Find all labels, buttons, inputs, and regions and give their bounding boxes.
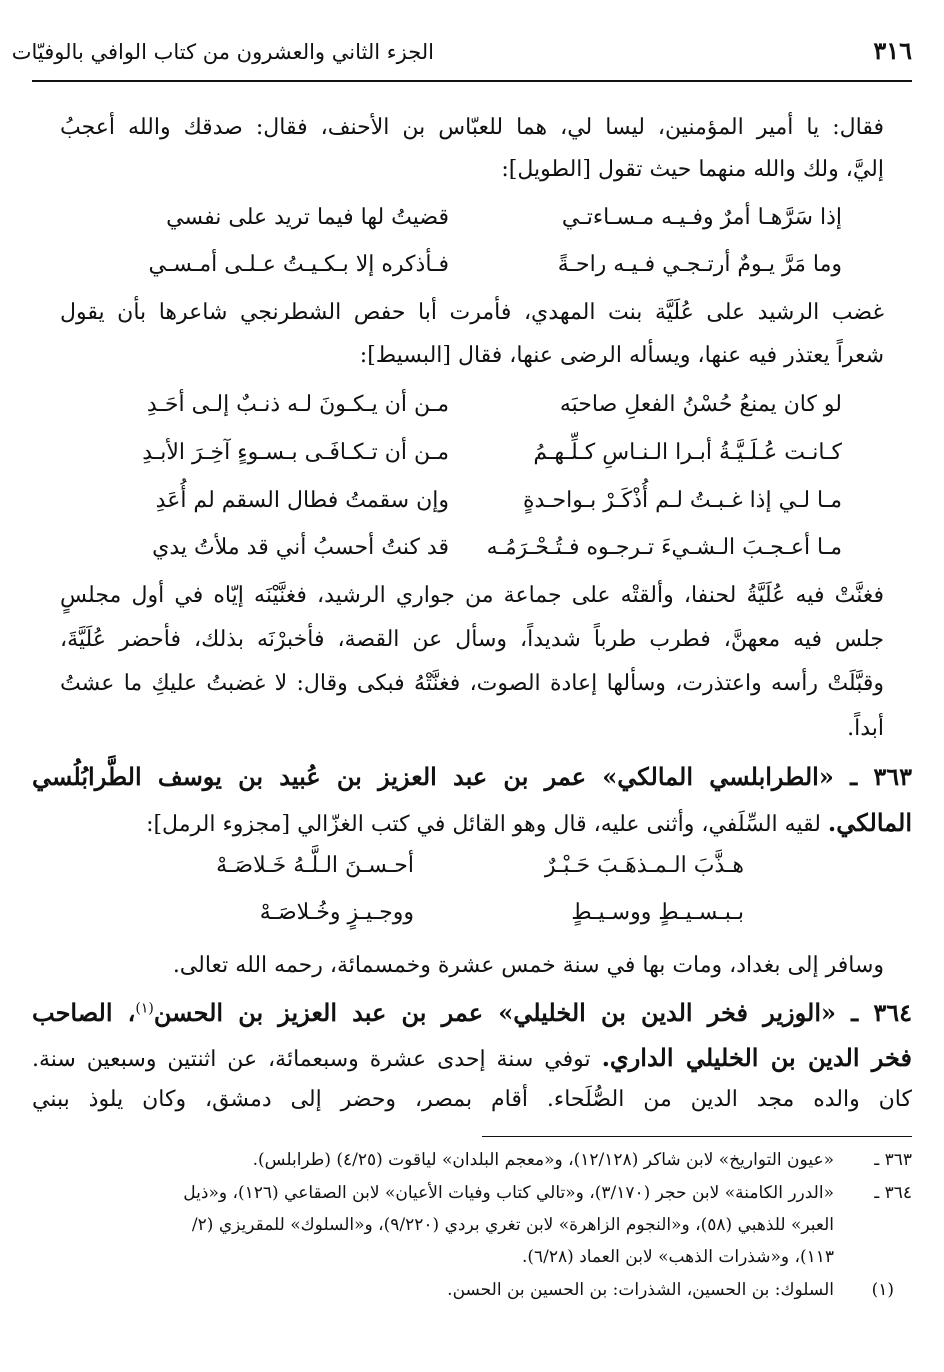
entry-heading-text: ٣٦٤ ـ «الوزير فخر الدين بن الخليلي» عمر بن عبد العزيز بن الحسن (153, 998, 913, 1027)
verse-first-hemistich: وما مَرَّ يـومٌ أرتـجـي فـيـه راحـةً (557, 252, 842, 277)
footnote-marker: (١) (135, 1000, 154, 1017)
entry-text: لقيه السِّلَفي، وأثنى عليه، قال وهو القائل في كتب الغزّالي [مجزوء الرمل]: (146, 812, 828, 837)
verse-second-hemistich: أحـسـنَ الـلَّـهُ خَـلاصَـهْ (216, 853, 414, 878)
body-line: فقال: يا أمير المؤمنين، ليسا لي، هما للعبّاس بن الأحنف، فقال: صدقك والله أعجبُ (60, 115, 884, 140)
footnote-text: العبر» للذهبي (٥٨)، و«النجوم الزاهرة» لابن تغري بردي (٩/٢٢٠)، و«السلوك» للمقريزي (٢/ (191, 1215, 834, 1235)
entry-heading-end: المالكي. (827, 808, 912, 837)
entry-text: توفي سنة إحدى عشرة وسبعمائة، عن اثنتين وسبعين سنة. (32, 1047, 602, 1072)
verse-first-hemistich: هـذَّبَ الـمـذهَـبَ حَـبْـرٌ (544, 853, 744, 878)
page-number: ٣١٦ (873, 36, 912, 65)
entry-line (32, 1043, 912, 1072)
entry-heading-end: فخر الدين بن الخليلي الداري. (601, 1043, 912, 1072)
entry-heading: ٣٦٣ ـ «الطرابلسي المالكي» عمر بن عبد العزيز بن عُبيد بن يوسف الطَّرابُلُسي (32, 762, 912, 791)
verse-first-hemistich: كـانـت عُـلَـيَّـةُ أبـرا الـنـاسِ كـلِّـهـمُ (533, 440, 842, 465)
verse-second-hemistich: قضيتُ لها فيما تريد على نفسي (166, 205, 449, 230)
verse-second-hemistich: مـن أن يـكـونَ لـه ذنـبٌ إلـى أحَـدِ (146, 392, 449, 417)
verse-first-hemistich: إذا سَرَّهـا أمرٌ وفـيـه مـسـاءتـي (561, 205, 842, 230)
entry-heading (32, 998, 912, 1027)
footnote-text: السلوك: بن الحسين، الشذرات: بن الحسين بن الحسن. (447, 1280, 834, 1300)
body-line: جلس فيه معهنَّ، فطرب طرباً شديداً، وسأل عن القصة، فأخبرْنَه بذلك، فأحضر عُلَيَّةَ، (60, 627, 884, 652)
footnote-text: «الدرر الكامنة» لابن حجر (٣/١٧٠)، و«تالي كتاب وفيات الأعيان» لابن الصقاعي (١٢٦)، و«ذيل (183, 1183, 834, 1203)
running-header-title: الجزء الثاني والعشرون من كتاب الوافي بالوفيّات (11, 40, 434, 64)
body-line: فغنَّتْ فيه عُلَيَّةُ لحنفا، وألقتْه على جماعة من جواري الرشيد، فغنَّيْنَه إيّاه في أول مجلسٍ (60, 583, 884, 608)
footnote-text: ١١٣)، و«شذرات الذهب» لابن العماد (٦/٢٨). (522, 1247, 834, 1267)
footnote-rule (482, 1136, 912, 1137)
footnote-number: ٣٦٣ ـ (874, 1150, 912, 1170)
body-line: وقبَّلَتْ رأسه واعتذرت، وسألها إعادة الصوت، فغنَّتْهُ فبكى وقال: لا غضبتُ عليكِ ما عشتُ (60, 671, 884, 696)
body-line: إليَّ، ولك والله منهما حيث تقول [الطويل]: (501, 157, 884, 182)
body-line: أبداً. (847, 716, 884, 741)
entry-heading-text: ، الصاحب (32, 998, 136, 1027)
verse-first-hemistich: مـا أعـجـبَ الـشـيءَ تـرجـوه فـتُـحْـرَمُـه (486, 535, 842, 560)
verse-second-hemistich: وإن سقمتُ فطال السقم لم أُعَدِ (155, 488, 449, 513)
verse-second-hemistich: مـن أن تـكـافَـى بـسـوءٍ آخِـرَ الأبـدِ (142, 440, 449, 465)
body-line: غضب الرشيد على عُلَيَّة بنت المهدي، فأمرت أبا حفص الشطرنجي شاعرها بأن يقول (60, 300, 884, 325)
verse-first-hemistich: لو كان يمنعُ حُسْنُ الفعلِ صاحبَه (559, 392, 842, 417)
verse-second-hemistich: قد كنتُ أحسبُ أني قد ملأتُ يدي (152, 535, 449, 560)
footnote-number: ٣٦٤ ـ (874, 1183, 912, 1203)
verse-second-hemistich: ووجـيـزٍ وخُـلاصَـهْ (259, 900, 414, 925)
entry-line: وسافر إلى بغداد، ومات بها في سنة خمس عشرة وخمسمائة، رحمه الله تعالى. (172, 953, 884, 978)
body-line: شعراً يعتذر فيه عنها، ويسأله الرضى عنها، فقال [البسيط]: (359, 343, 884, 368)
verse-first-hemistich: مـا لـي إذا غـبـتُ لـم أُذْكَـرْ بـواحـدةٍ (523, 488, 842, 513)
footnote-number: (١) (871, 1280, 894, 1300)
header-rule (32, 80, 912, 82)
footnote-text: «عيون التواريخ» لابن شاكر (١٢/١٢٨)، و«معجم البلدان» لياقوت (٤/٢٥) (طرابلس). (252, 1150, 834, 1170)
entry-line (32, 808, 912, 837)
entry-line: كان والده مجد الدين من الصُّلَحاء. أقام بمصر، وحضر إلى دمشق، وكان يلوذ ببني (32, 1087, 912, 1112)
verse-first-hemistich: بـبـسـيـطٍ ووسـيـطٍ (571, 900, 744, 925)
verse-second-hemistich: فـأذكره إلا بـكـيـتُ عـلـى أمـسـي (148, 252, 449, 277)
